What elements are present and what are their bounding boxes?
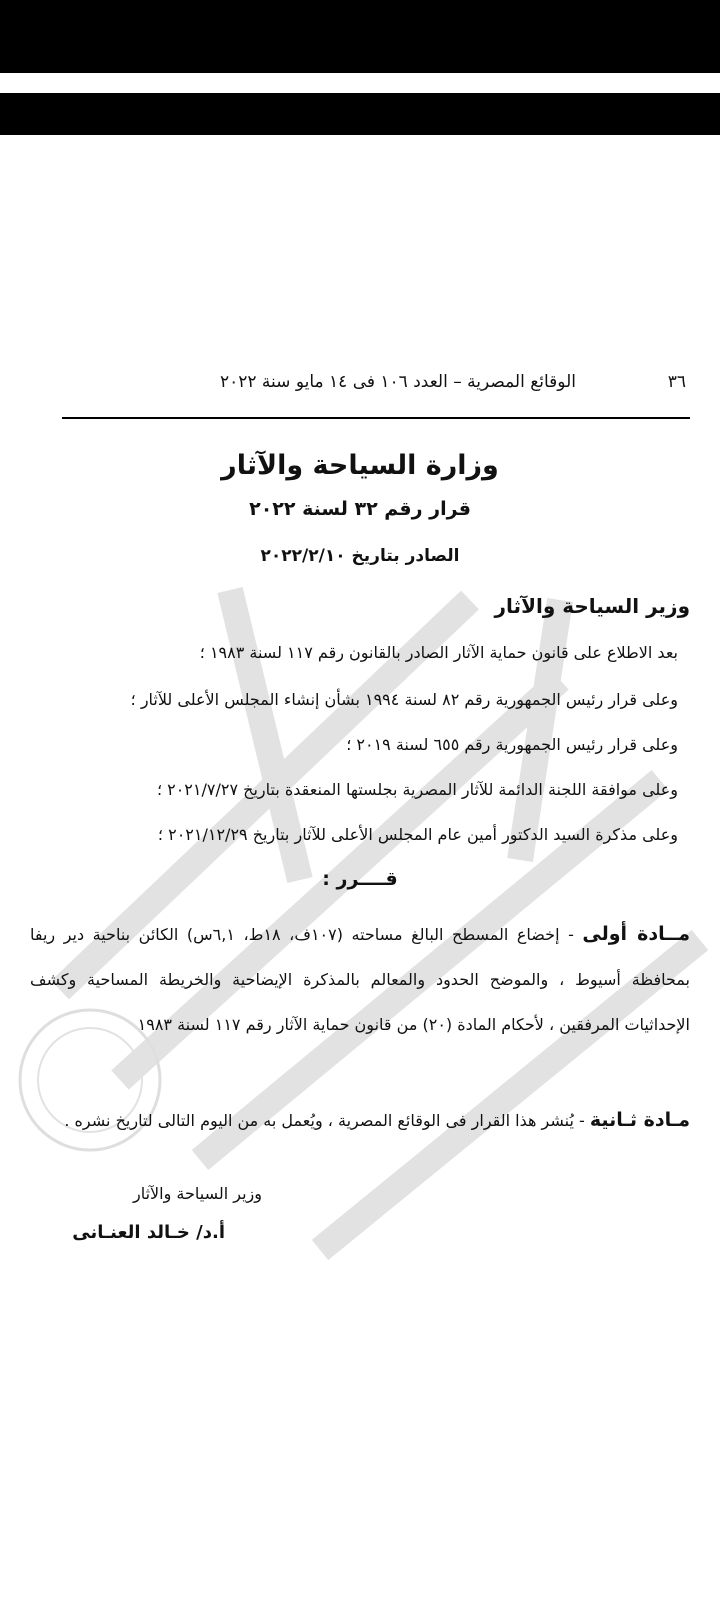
bar-gap (0, 73, 720, 93)
top-black-bar (0, 0, 720, 73)
article-text: - يُنشر هذا القرار فى الوقائع المصرية ، ويُعمل به من اليوم التالى لتاريخ نشره . (64, 1111, 590, 1130)
article-one (30, 912, 690, 1047)
decided-heading: قــــرر : (322, 868, 398, 890)
decree-number: قرار رقم ٣٢ لسنة ٢٠٢٢ (249, 498, 471, 520)
article-two (30, 1098, 690, 1143)
page-number: ٣٦ (667, 372, 686, 392)
issue-line: الوقائع المصرية – العدد ١٠٦ فى ١٤ مايو سنة ٢٠٢٢ (220, 372, 576, 392)
signature-name: أ.د/ خـالد العنـانى (72, 1222, 225, 1243)
preamble-line: وعلى قرار رئيس الجمهورية رقم ٦٥٥ لسنة ٢٠١٩ ؛ (346, 735, 678, 754)
article-label: مــادة أولى (582, 923, 691, 945)
preamble-line: وعلى مذكرة السيد الدكتور أمين عام المجلس الأعلى للآثار بتاريخ ٢٠٢١/١٢/٢٩ ؛ (157, 825, 678, 844)
preamble-line: وعلى موافقة اللجنة الدائمة للآثار المصرية بجلستها المنعقدة بتاريخ ٢٠٢١/٧/٢٧ ؛ (156, 780, 678, 799)
preamble-line: وعلى قرار رئيس الجمهورية رقم ٨٢ لسنة ١٩٩٤ بشأن إنشاء المجلس الأعلى للآثار ؛ (130, 690, 678, 709)
header-rule (62, 417, 690, 419)
issue-date: الصادر بتاريخ ٢٠٢٢/٢/١٠ (260, 546, 460, 566)
article-label: مـادة ثـانية (589, 1109, 690, 1131)
minister-heading: وزير السياحة والآثار (494, 594, 690, 618)
article-text: - إخضاع المسطح البالغ مساحته (١٠٧ف، ١٨ط، ٦,١س) الكائن بناحية دير ريفا بمحافظة أسيوط ، والموضح الحدود والمعالم بالمذكرة الإيضاحية والخريطة المساحية وكشف الإحداثيات المرفقين ، لأحكام المادة (٢٠) من قانون حماية الآثار رقم ١١٧ لسنة ١٩٨٣ (30, 925, 690, 1034)
ministry-title: وزارة السياحة والآثار (221, 450, 499, 481)
preamble-line: بعد الاطلاع على قانون حماية الآثار الصادر بالقانون رقم ١١٧ لسنة ١٩٨٣ ؛ (199, 643, 678, 662)
second-black-bar (0, 93, 720, 135)
signature-title: وزير السياحة والآثار (132, 1184, 262, 1203)
